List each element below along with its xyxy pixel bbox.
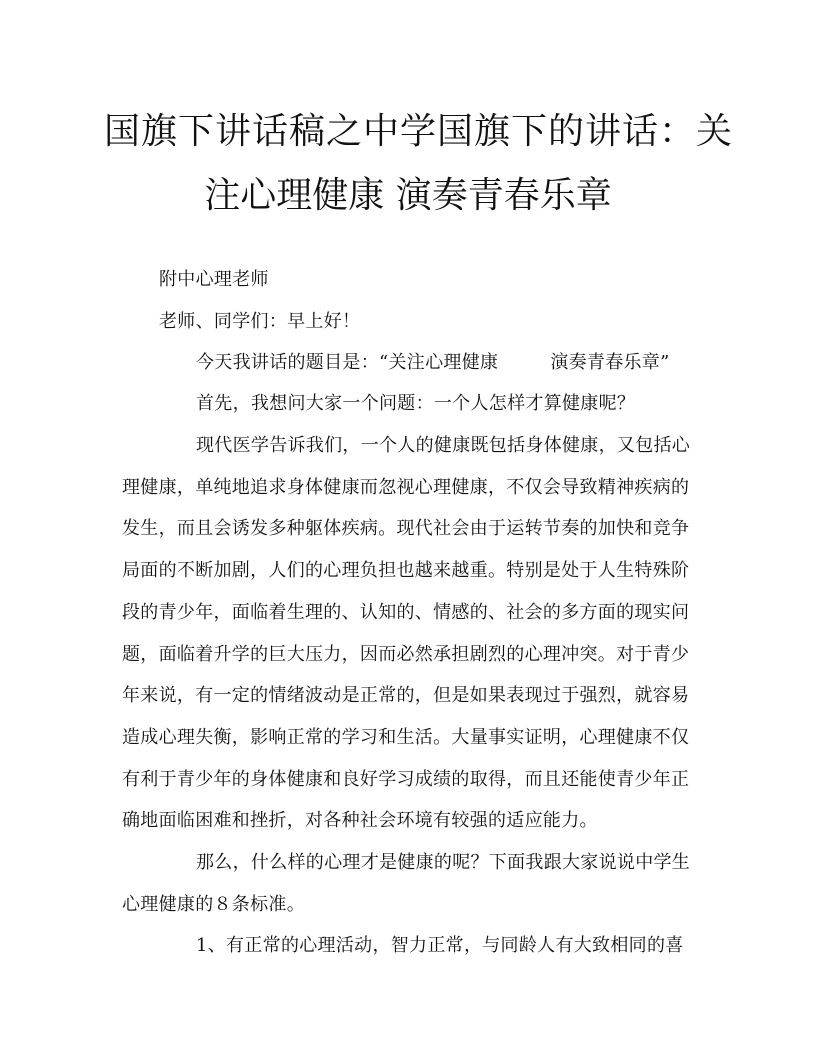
topic-line <box>196 353 670 373</box>
topic-lead: 今天我讲话的题目是：“关注心理健康 <box>196 352 499 373</box>
paragraph-1-line: 确地面临困难和挫折，对各种社会环境有较强的适应能力。 <box>122 810 598 831</box>
greeting-line: 老师、同学们：早上好！ <box>159 311 361 332</box>
paragraph-1-line: 理健康，单纯地追求身体健康而忽视心理健康，不仅会导致精神疾病的 <box>122 477 690 498</box>
paragraph-1-line: 段的青少年，面临着生理的、认知的、情感的、社会的多方面的现实问 <box>122 602 690 623</box>
paragraph-1-line: 发生，而且会诱发多种躯体疾病。现代社会由于运转节奏的加快和竞争 <box>122 518 690 539</box>
paragraph-1-line: 年来说，有一定的情绪波动是正常的，但是如果表现过于强烈，就容易 <box>122 685 690 706</box>
document-title-line-1: 国旗下讲话稿之中学国旗下的讲话：关 <box>104 111 734 152</box>
paragraph-1-line: 现代医学告诉我们，一个人的健康既包括身体健康，又包括心 <box>196 435 691 456</box>
document-title-line-2: 注心理健康 演奏青春乐章 <box>204 175 612 216</box>
author-line: 附中心理老师 <box>159 269 269 290</box>
paragraph-2-line: 心理健康的８条标准。 <box>122 894 305 915</box>
paragraph-2-line: 那么，什么样的心理才是健康的呢？下面我跟大家说说中学生 <box>196 852 691 873</box>
paragraph-1-line: 造成心理失衡，影响正常的学习和生活。大量事实证明，心理健康不仅 <box>122 727 690 748</box>
question-line: 首先，我想问大家一个问题：一个人怎样才算健康呢？ <box>196 393 636 414</box>
paragraph-1-line: 有利于青少年的身体健康和良好学习成绩的取得，而且还能使青少年正 <box>122 769 690 790</box>
topic-tail: 演奏青春乐章” <box>550 352 670 373</box>
paragraph-1-line: 局面的不断加剧，人们的心理负担也越来越重。特别是处于人生特殊阶 <box>122 560 690 581</box>
standard-item-1: 1、有正常的心理活动，智力正常，与同龄人有大致相同的喜 <box>196 935 684 956</box>
paragraph-1-line: 题，面临着升学的巨大压力，因而必然承担剧烈的心理冲突。对于青少 <box>122 644 690 665</box>
